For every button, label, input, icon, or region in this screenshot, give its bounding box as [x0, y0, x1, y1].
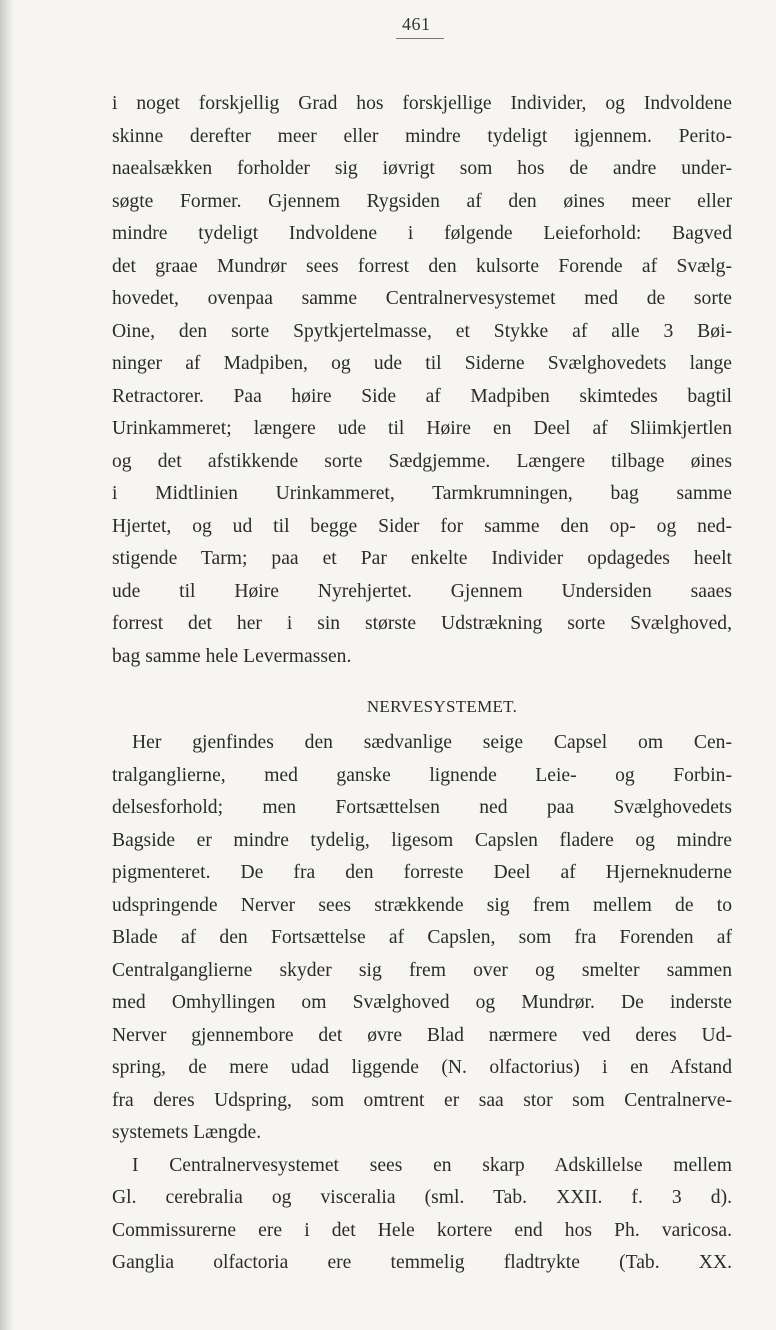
text-line: delsesforhold; men Fortsættelsen ned paa Svælghovedets — [112, 797, 732, 818]
text-line: i noget forskjellig Grad hos forskjellige Individer, og Indvoldene — [112, 93, 732, 114]
text-line: bag samme hele Levermassen. — [112, 645, 352, 667]
text-line: spring, de mere udad liggende (N. olfactorius) i en Afstand — [112, 1057, 732, 1078]
text-line: Her gjenfindes den sædvanlige seige Capsel om Cen- — [132, 732, 732, 753]
text-line: naealsækken forholder sig iøvrigt som hos de andre under- — [112, 158, 732, 179]
page-binding-shadow — [0, 0, 14, 1330]
body-text — [112, 88, 732, 1280]
text-line: hovedet, ovenpaa samme Centralnervesystemet med de sorte — [112, 288, 732, 309]
page-number: 461 — [402, 14, 431, 34]
text-line: i Midtlinien Urinkammeret, Tarmkrumningen, bag samme — [112, 483, 732, 504]
paragraph-peritonaeal — [112, 88, 732, 673]
text-line: fra deres Udspring, som omtrent er saa stor som Centralnerve- — [112, 1089, 732, 1111]
text-line: Bagside er mindre tydelig, ligesom Capslen fladere og mindre — [112, 829, 732, 851]
text-line: ninger af Madpiben, og ude til Siderne Svælghovedets lange — [112, 353, 732, 374]
page-number-rule — [396, 38, 444, 39]
text-line: med Omhyllingen om Svælghoved og Mundrør. De inderste — [112, 992, 732, 1013]
text-line: mindre tydeligt Indvoldene i følgende Leieforhold: Bagved — [112, 223, 732, 244]
text-line: tralganglierne, med ganske lignende Leie- og Forbin- — [112, 764, 732, 786]
text-line: Oine, den sorte Spytkjertelmasse, et Stykke af alle 3 Bøi- — [112, 320, 732, 342]
text-line: forrest det her i sin største Udstrækning sorte Svælghoved, — [112, 613, 732, 634]
section-heading: NERVESYSTEMET. — [366, 697, 518, 716]
text-line: Blade af den Fortsættelse af Capslen, som fra Forenden af — [112, 927, 732, 948]
text-line: pigmenteret. De fra den forreste Deel af Hjerneknuderne — [112, 862, 732, 883]
paragraph-nervesystem — [112, 727, 732, 1150]
text-line: Hjertet, og ud til begge Sider for samme den op- og ned- — [112, 515, 732, 537]
text-line: systemets Længde. — [112, 1122, 262, 1143]
text-line: skinne derefter meer eller mindre tydeligt igjennem. Perito- — [112, 125, 732, 147]
text-line: Nerver gjennembore det øvre Blad nærmere ved deres Ud- — [112, 1024, 732, 1046]
text-line: stigende Tarm; paa et Par enkelte Individer opdagedes heelt — [112, 548, 732, 569]
text-line: udspringende Nerver sees strækkende sig frem mellem de to — [112, 894, 732, 916]
text-line: Gl. cerebralia og visceralia (sml. Tab. XXII. f. 3 d). — [112, 1187, 732, 1208]
text-line: Centralganglierne skyder sig frem over og smelter sammen — [112, 959, 732, 981]
text-line: Retractorer. Paa høire Side af Madpiben skimtedes bagtil — [112, 385, 732, 407]
text-line: ude til Høire Nyrehjertet. Gjennem Undersiden saaes — [112, 580, 732, 602]
text-line: søgte Former. Gjennem Rygsiden af den øines meer eller — [112, 190, 732, 212]
text-line: I Centralnervesystemet sees en skarp Adskillelse mellem — [132, 1154, 732, 1176]
text-line: Urinkammeret; længere ude til Høire en Deel af Sliimkjertlen — [112, 418, 732, 439]
text-line: Ganglia olfactoria ere temmelig fladtrykte (Tab. XX. — [112, 1252, 732, 1273]
paragraph-centralnervesystem — [112, 1150, 732, 1280]
text-line: det graae Mundrør sees forrest den kulsorte Forende af Svælg- — [112, 255, 732, 277]
text-line: og det afstikkende sorte Sædgjemme. Længere tilbage øines — [112, 450, 732, 472]
text-line: Commissurerne ere i det Hele kortere end hos Ph. varicosa. — [112, 1219, 732, 1241]
